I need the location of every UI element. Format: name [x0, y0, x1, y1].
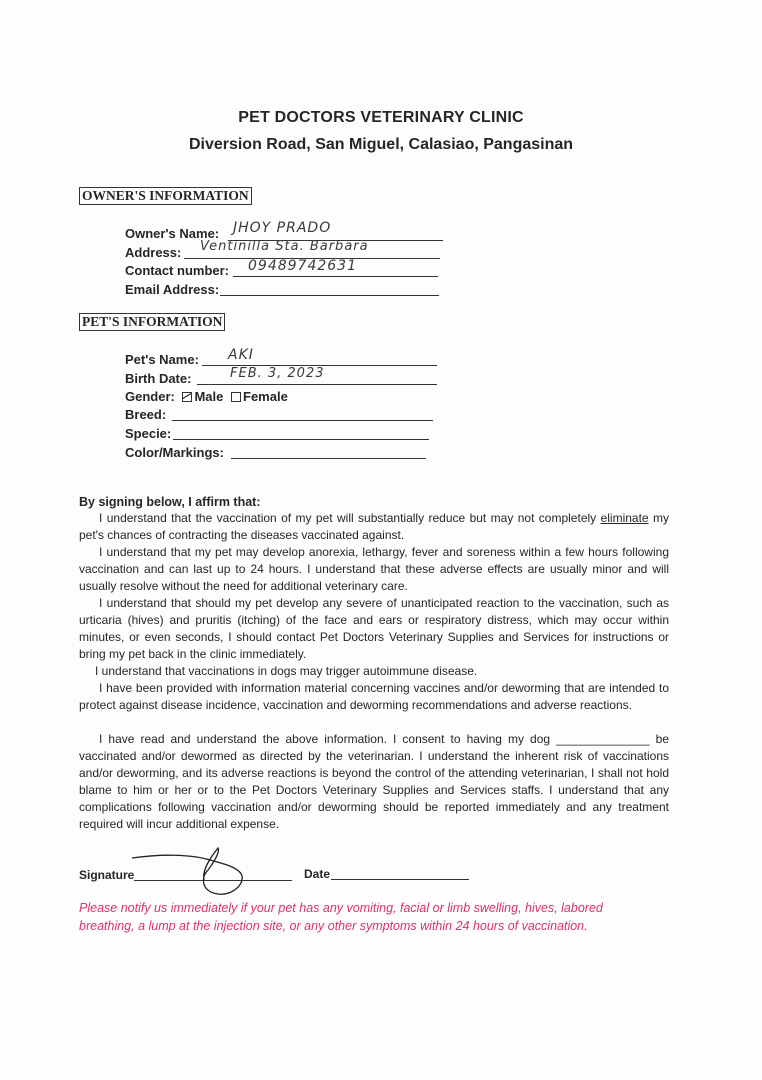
consent-p3-text: I understand that should my pet develop any severe of unanticipated reaction to the vaccination, such as urticaria (hives) and pruritis (itching) of the face and ears or respiratory distress, which may occur within minutes, or even seconds, I should contact Pet Doctors Veterinary Supplies and Services for instructions or bring my pet back in the clinic immediately. — [79, 596, 669, 661]
female-checkbox[interactable] — [231, 392, 241, 402]
breed-line[interactable] — [172, 420, 433, 421]
specie-line[interactable] — [173, 439, 429, 440]
gender-row — [125, 389, 288, 404]
date-line[interactable] — [331, 879, 469, 880]
consent-p6-text-end: be vaccinated and/or dewormed as directed by the veterinarian. I understand the inherent risk of vaccinations and/or deworming, and its adverse reactions is beyond the control of the attending veterinarian, I shall not hold blame to him or her or to the Pet Doctors Veterinary Supplies and Services staffs. I understand that any complications following vaccination and/or deworming should be reported immediately and any treatment required will incur additional expense. — [79, 732, 669, 831]
contact-number-line — [233, 276, 438, 277]
consent-p1-text: I understand that the vaccination of my pet will substantially reduce but may not completely — [99, 511, 601, 525]
date-label: Date — [304, 867, 331, 881]
owner-name-label: Owner's Name: — [125, 226, 220, 241]
pet-name-value[interactable]: AKI — [228, 347, 254, 363]
consent-paragraph-1 — [79, 510, 669, 544]
clinic-address: Diversion Road, San Miguel, Calasiao, Pangasinan — [188, 136, 574, 153]
consent-heading: By signing below, I affirm that: — [79, 495, 261, 509]
birth-date-value[interactable]: FEB. 3, 2023 — [230, 366, 325, 381]
consent-paragraph-2 — [79, 544, 669, 595]
consent-paragraph-5 — [79, 680, 669, 714]
pet-section-title: PET'S INFORMATION — [79, 313, 225, 331]
male-checkbox[interactable] — [182, 392, 192, 402]
clinic-name: PET DOCTORS VETERINARY CLINIC — [238, 109, 524, 126]
consent-p1-text-end: my pet's chances of contracting the diseases vaccinated against. — [79, 511, 669, 542]
color-markings-line[interactable] — [231, 458, 426, 459]
color-markings-label: Color/Markings: — [125, 445, 224, 460]
consent-p1-underlined: eliminate — [600, 511, 649, 525]
female-label: Female — [243, 389, 288, 404]
contact-number-value[interactable]: 09489742631 — [248, 258, 357, 274]
check-mark-icon — [181, 391, 193, 401]
consent-p5-text: I have been provided with information material concerning vaccines and/or deworming that are intended to protect against disease incidence, vaccination and deworming recommendations and adverse reactions. — [79, 681, 669, 712]
signature-mark — [130, 846, 250, 906]
signature-label: Signature — [79, 868, 135, 882]
specie-label: Specie: — [125, 426, 172, 441]
breed-label: Breed: — [125, 407, 167, 422]
gender-label: Gender: — [125, 389, 175, 404]
consent-p6-text: I have read and understand the above information. I consent to having my dog — [99, 732, 557, 746]
email-label: Email Address: — [125, 282, 220, 297]
consent-p4-text: I understand that vaccinations in dogs may trigger autoimmune disease. — [95, 664, 478, 678]
vaccination-notice: Please notify us immediately if your pet has any vomiting, facial or limb swelling, hives, labored breathing, a lump at the injection site, or any other symptoms within 24 hours of vaccination. — [79, 901, 603, 933]
birth-date-line — [197, 384, 437, 385]
consent-paragraph-4 — [79, 663, 669, 680]
male-label: Male — [194, 389, 224, 404]
owner-address-label: Address: — [125, 245, 182, 260]
email-line — [220, 295, 439, 296]
contact-number-label: Contact number: — [125, 263, 229, 278]
pet-name-label: Pet's Name: — [125, 352, 199, 367]
owner-name-value[interactable]: JHOY PRADO — [233, 220, 332, 236]
dog-name-blank[interactable]: ______________ — [556, 732, 650, 746]
consent-paragraph-6 — [79, 731, 669, 833]
birth-date-label: Birth Date: — [125, 371, 192, 386]
owner-address-value[interactable]: Ventinilla Sta. Barbara — [200, 239, 369, 254]
consent-p2-text: I understand that my pet may develop anorexia, lethargy, fever and soreness within a few hours following vaccination and can last up to 24 hours. I understand that these adverse effects are usually minor and will usually resolve without the need for additional veterinary care. — [79, 545, 669, 593]
owner-section-title: OWNER'S INFORMATION — [79, 187, 252, 205]
consent-paragraph-3 — [79, 595, 669, 663]
